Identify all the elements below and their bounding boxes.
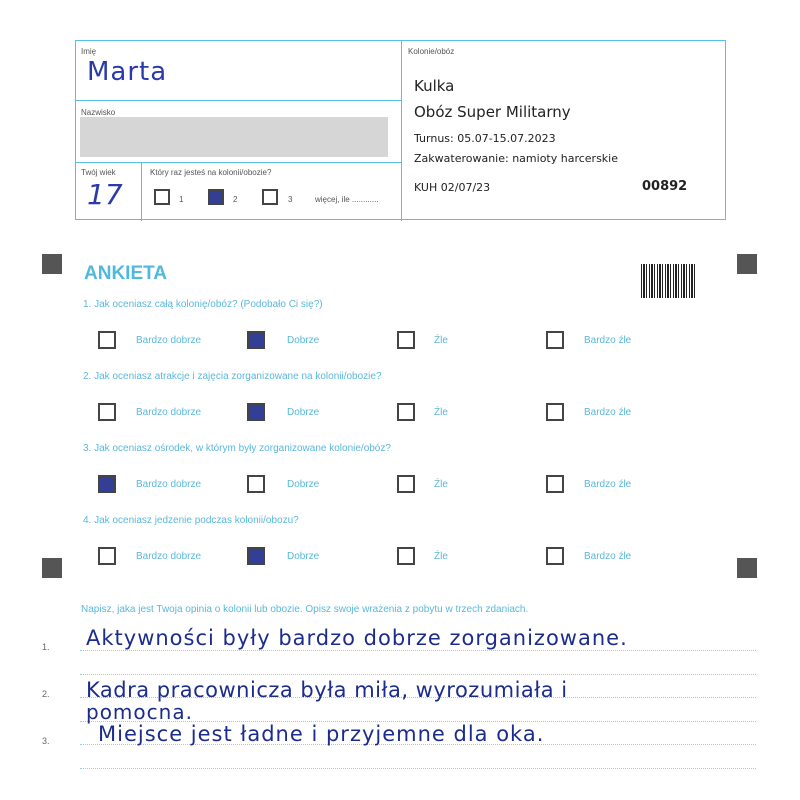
wiecej-label: więcej, ile ............	[315, 195, 379, 204]
imie-label: Imię	[81, 47, 97, 56]
q2-bardzo-zle-checkbox[interactable]	[546, 403, 564, 421]
opinion-line-2[interactable]: Kadra pracownicza była miła, wyrozumiała i	[86, 678, 568, 702]
q1-dobrze-checkbox[interactable]	[247, 331, 265, 349]
q2-dobrze-label: Dobrze	[287, 407, 320, 418]
registration-marker	[737, 254, 757, 274]
survey-title: ANKIETA	[84, 263, 168, 284]
imie-value[interactable]: Marta	[87, 57, 168, 87]
q1-bardzo-zle-label: Bardzo źle	[584, 335, 632, 346]
question-1: 1. Jak oceniasz całą kolonię/obóz? (Podobało Ci się?)	[83, 299, 323, 310]
camp-code: KUH 02/07/23	[414, 181, 491, 194]
q4-zle-checkbox[interactable]	[397, 547, 415, 565]
visit-2-label: 2	[233, 195, 238, 204]
registration-marker	[42, 254, 62, 274]
q2-bardzo-dobrze-label: Bardzo dobrze	[136, 407, 202, 418]
q2-bardzo-zle-label: Bardzo źle	[584, 407, 632, 418]
opinion-line-1[interactable]: Aktywności były bardzo dobrze zorganizowane.	[86, 626, 628, 650]
q2-zle-label: Źle	[434, 407, 448, 418]
opinion-line-3[interactable]: Miejsce jest ładne i przyjemne dla oka.	[98, 722, 545, 746]
q3-bardzo-zle-checkbox[interactable]	[546, 475, 564, 493]
opinion-prompt: Napisz, jaka jest Twoja opinia o kolonii lub obozie. Opisz swoje wrażenia z pobytu w trzech zdaniach.	[81, 604, 529, 615]
q3-zle-label: Źle	[434, 479, 448, 490]
q4-dobrze-label: Dobrze	[287, 551, 320, 562]
question-2: 2. Jak oceniasz atrakcje i zajęcia zorganizowane na kolonii/obozie?	[83, 371, 382, 382]
visit-1-checkbox[interactable]	[154, 189, 170, 205]
registration-marker	[737, 558, 757, 578]
registration-marker	[42, 558, 62, 578]
question-3: 3. Jak oceniasz ośrodek, w którym były zorganizowane kolonie/obóz?	[83, 443, 391, 454]
kolonie-label: Kolonie/obóz	[408, 47, 455, 56]
q3-dobrze-checkbox[interactable]	[247, 475, 265, 493]
barcode	[641, 264, 696, 298]
q4-bardzo-dobrze-label: Bardzo dobrze	[136, 551, 202, 562]
q4-zle-label: Źle	[434, 551, 448, 562]
answer-line	[80, 768, 756, 769]
q4-dobrze-checkbox[interactable]	[247, 547, 265, 565]
q3-bardzo-dobrze-label: Bardzo dobrze	[136, 479, 202, 490]
q1-zle-checkbox[interactable]	[397, 331, 415, 349]
camp-name: Obóz Super Militarny	[414, 103, 571, 121]
q4-bardzo-zle-checkbox[interactable]	[546, 547, 564, 565]
line-number-3: 3.	[42, 736, 50, 746]
visit-1-label: 1	[179, 195, 184, 204]
q1-bardzo-zle-checkbox[interactable]	[546, 331, 564, 349]
q3-bardzo-zle-label: Bardzo źle	[584, 479, 632, 490]
turnus: Turnus: 05.07-15.07.2023	[414, 132, 556, 145]
visit-2-checkbox[interactable]	[208, 189, 224, 205]
q4-bardzo-dobrze-checkbox[interactable]	[98, 547, 116, 565]
form-number: 00892	[642, 179, 688, 194]
q1-dobrze-label: Dobrze	[287, 335, 320, 346]
wiek-value[interactable]: 17	[87, 178, 123, 211]
visit-3-label: 3	[288, 195, 293, 204]
line-number-1: 1.	[42, 642, 50, 652]
nazwisko-redaction	[80, 117, 388, 157]
q2-bardzo-dobrze-checkbox[interactable]	[98, 403, 116, 421]
q3-dobrze-label: Dobrze	[287, 479, 320, 490]
q1-bardzo-dobrze-checkbox[interactable]	[98, 331, 116, 349]
ktory-raz-label: Który raz jesteś na kolonii/obozie?	[150, 168, 272, 177]
answer-line	[80, 674, 756, 675]
q4-bardzo-zle-label: Bardzo źle	[584, 551, 632, 562]
visit-3-checkbox[interactable]	[262, 189, 278, 205]
q3-zle-checkbox[interactable]	[397, 475, 415, 493]
q1-bardzo-dobrze-label: Bardzo dobrze	[136, 335, 202, 346]
answer-line	[80, 650, 756, 651]
q2-dobrze-checkbox[interactable]	[247, 403, 265, 421]
q1-zle-label: Źle	[434, 335, 448, 346]
nazwisko-label: Nazwisko	[81, 108, 116, 117]
line-number-2: 2.	[42, 689, 50, 699]
wiek-label: Twój wiek	[81, 168, 116, 177]
zakwaterowanie: Zakwaterowanie: namioty harcerskie	[414, 152, 618, 165]
question-4: 4. Jak oceniasz jedzenie podczas kolonii/obozu?	[83, 515, 299, 526]
opinion-line-2-cont[interactable]: pomocna.	[86, 700, 193, 724]
q3-bardzo-dobrze-checkbox[interactable]	[98, 475, 116, 493]
org-name: Kulka	[414, 77, 455, 95]
q2-zle-checkbox[interactable]	[397, 403, 415, 421]
